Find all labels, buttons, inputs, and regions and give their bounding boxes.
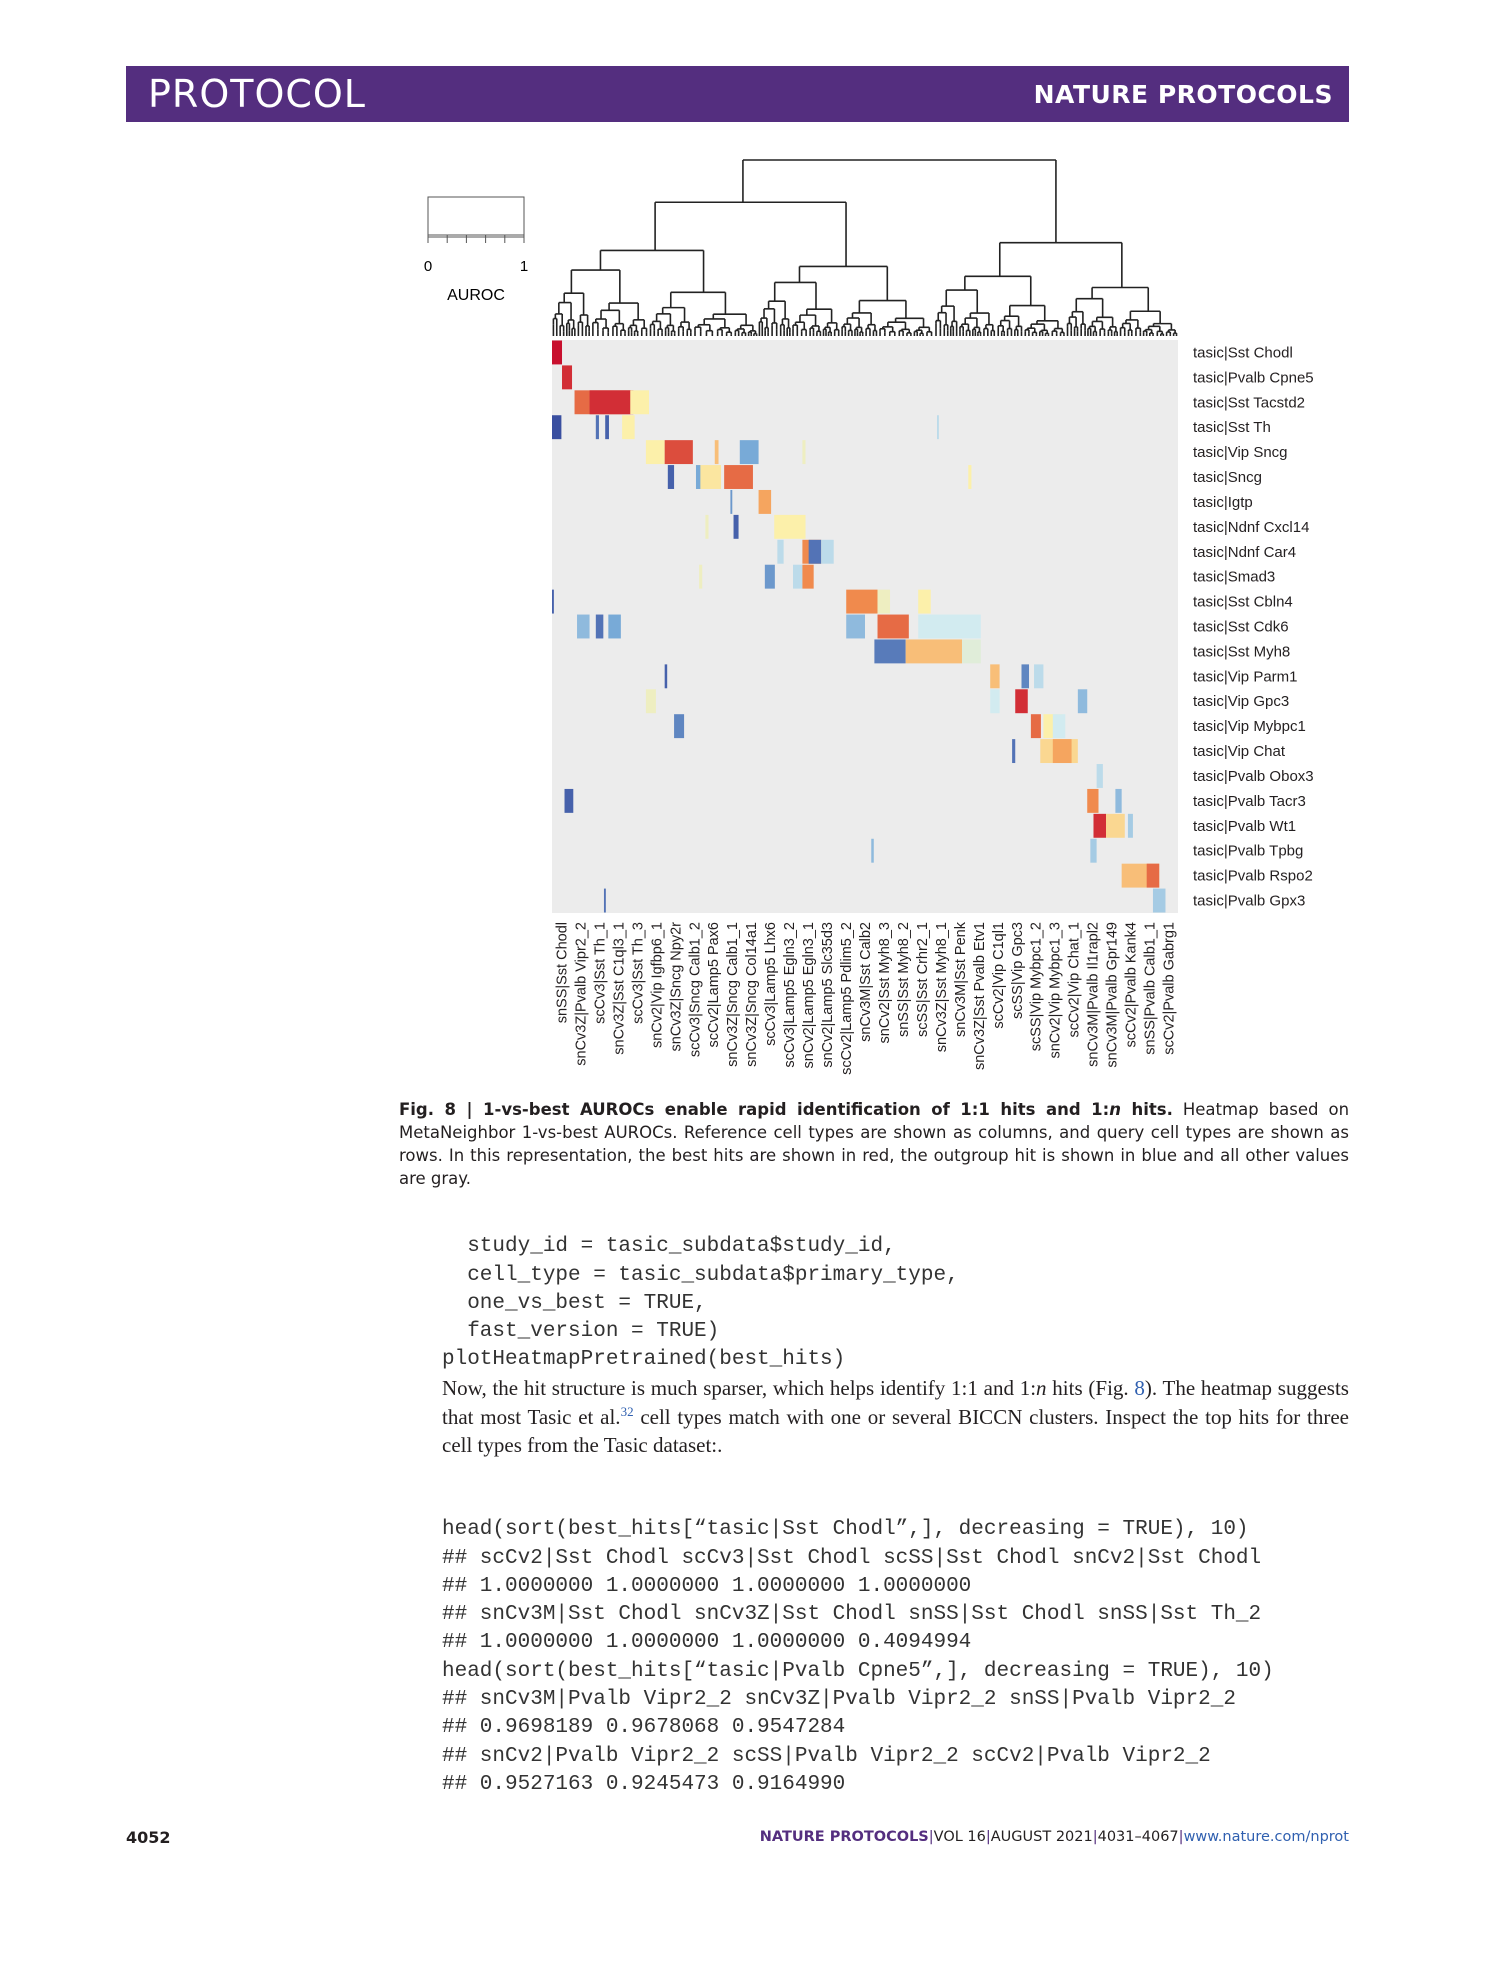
heatmap-cell [1128, 814, 1133, 838]
heatmap-cell [1115, 789, 1121, 813]
row-label: tasic|Ndnf Cxcl14 [1193, 518, 1310, 536]
column-label: snCv2|Vip Igfbp6_1 [649, 922, 666, 1049]
row-label: tasic|Igtp [1193, 493, 1253, 511]
row-label: tasic|Sst Cdk6 [1193, 618, 1289, 636]
row-label: tasic|Pvalb Tpbg [1193, 842, 1304, 860]
heatmap-cell [604, 889, 606, 913]
row-label: tasic|Pvalb Cpne5 [1193, 369, 1314, 387]
row-label: tasic|Vip Sncg [1193, 444, 1288, 462]
heatmap-cell [590, 390, 634, 414]
code-line: plotHeatmapPretrained(best_hits) [442, 1348, 846, 1372]
heatmap-cell [630, 390, 649, 414]
column-labels [554, 921, 1177, 1075]
code-line: ## snCv3M|Pvalb Vipr2_2 snCv3Z|Pvalb Vipr2_2 snSS|Pvalb Vipr2_2 [442, 1688, 1236, 1712]
column-label: snCv2|Vip Mybpc1_3 [1047, 922, 1064, 1059]
heatmap-cell [1097, 764, 1103, 788]
heatmap-cell [774, 515, 805, 539]
heatmap-cell [665, 664, 668, 688]
heatmap-cell [715, 440, 719, 464]
row-label: tasic|Sst Myh8 [1193, 643, 1291, 661]
heatmap-cell [705, 515, 708, 539]
row-label: tasic|Sst Tacstd2 [1193, 394, 1306, 412]
column-label: scCv3|Lamp5 Egln3_2 [782, 922, 799, 1068]
heatmap-cell [906, 639, 962, 663]
heatmap-cell [990, 664, 999, 688]
heatmap-cell [878, 615, 909, 639]
heatmap-cell [1012, 739, 1015, 763]
code-line: one_vs_best = TRUE, [442, 1291, 707, 1315]
row-label: tasic|Pvalb Rspo2 [1193, 867, 1313, 885]
column-label: snSS|Sst Myh8_2 [895, 922, 912, 1037]
heatmap-cell [1147, 864, 1160, 888]
journal-url[interactable]: www.nature.com/nprot [1183, 1829, 1349, 1845]
column-label: scSS|Vip Mybpc1_2 [1028, 922, 1045, 1052]
heatmap-cell [1093, 814, 1106, 838]
column-label: scSS|Vip Gpc3 [1009, 922, 1026, 1019]
heatmap-cell [696, 465, 700, 489]
column-label: scCv3|Lamp5 Lhx6 [763, 922, 780, 1046]
figure-link[interactable]: 8 [1134, 1376, 1145, 1400]
legend-label: AUROC [447, 287, 505, 304]
body-paragraph: Now, the hit structure is much sparser, which helps identify 1:1 and 1:n hits (Fig. 8). The heatmap suggests that most Tasic et al.$^{32}$ cell types match with one or several BICCN clusters. Inspect the top hits for three cell types from the Tasic dataset:. [442, 1376, 1349, 1457]
heatmap-cell [962, 639, 981, 663]
heatmap-cell [777, 540, 783, 564]
heatmap-cell [552, 590, 554, 614]
heatmap-cell [802, 565, 813, 589]
heatmap-cell [1015, 689, 1028, 713]
heatmap-cell [724, 465, 753, 489]
heatmap-cell [674, 714, 684, 738]
code-line: fast_version = TRUE) [442, 1320, 720, 1344]
column-label: scCv2|Vip C1ql1 [990, 921, 1007, 1029]
footer-journal: NATURE PROTOCOLS [759, 1829, 929, 1845]
code-line: ## 0.9698189 0.9678068 0.9547284 [442, 1716, 846, 1740]
legend-max: 1 [519, 258, 529, 275]
heatmap-cell [1053, 714, 1066, 738]
code-line: ## snCv2|Pvalb Vipr2_2 scSS|Pvalb Vipr2_2 scCv2|Pvalb Vipr2_2 [442, 1744, 1211, 1768]
figure-caption [399, 1098, 1349, 1190]
row-label: tasic|Vip Gpc3 [1193, 693, 1290, 711]
column-label: scCv2|Vip Chat_1 [1066, 922, 1083, 1038]
heatmap-cell [1087, 789, 1098, 813]
column-label: snCv3Z|Sncg Col14a1 [744, 922, 761, 1067]
column-label: snSS|Sst Chodl [554, 922, 571, 1024]
heatmap-cell [821, 540, 834, 564]
heatmap-cell [846, 590, 877, 614]
heatmap-cell [562, 365, 572, 389]
row-label: tasic|Pvalb Wt1 [1193, 817, 1297, 835]
row-label: tasic|Vip Parm1 [1193, 668, 1298, 686]
heatmap-cell [646, 689, 656, 713]
heatmap-cell [809, 540, 822, 564]
heatmap-cell [1031, 714, 1041, 738]
heatmap-cell [734, 515, 739, 539]
code-line: ## snCv3M|Sst Chodl snCv3Z|Sst Chodl snSS|Sst Chodl snSS|Sst Th_2 [442, 1603, 1262, 1627]
heatmap-cell [1022, 664, 1030, 688]
column-label: snCv3M|Sst Penk [952, 922, 969, 1037]
column-label: snSS|Pvalb Calb1_1 [1142, 922, 1159, 1055]
row-label: tasic|Sst Th [1193, 419, 1271, 437]
heatmap-cell [878, 590, 891, 614]
section-label: PROTOCOL [148, 72, 366, 116]
caption-text: Heatmap based on MetaNeighbor 1-vs-best AUROCs. Reference cell types are shown as columns, and query cell types are shown as rows. In this representation, the best hits are shown in red, the outgroup hit is shown in blue and all other values are gray. [399, 1100, 1350, 1188]
heatmap-cell [1090, 839, 1096, 863]
column-label: snCv2|Sst Myh8_3 [876, 922, 893, 1044]
column-label: snCv3M|Pvalb Il1rapl2 [1085, 922, 1102, 1067]
page-number: 4052 [126, 1828, 171, 1847]
row-label: tasic|Vip Chat [1193, 743, 1285, 761]
column-label: scCv3|Sst Th_1 [592, 922, 609, 1024]
heatmap-cell [552, 415, 561, 439]
heatmap-cell [577, 615, 590, 639]
heatmap-cell [871, 839, 874, 863]
code-line: head(sort(best_hits[“tasic|Pvalb Cpne5”,], decreasing = TRUE), 10) [442, 1659, 1274, 1683]
row-label: tasic|Pvalb Obox3 [1193, 767, 1314, 785]
heatmap-cell [759, 490, 772, 514]
column-label: snCv2|Lamp5 Egln3_1 [801, 922, 818, 1069]
auroc-legend [424, 197, 528, 304]
row-label: tasic|Vip Mybpc1 [1193, 718, 1306, 736]
heatmap-cell [646, 440, 665, 464]
legend-ticks [428, 235, 524, 243]
heatmap-cell [596, 415, 599, 439]
legend-min: 0 [423, 258, 433, 275]
reference-link[interactable]: 32 [620, 1403, 634, 1419]
row-label: tasic|Pvalb Gpx3 [1193, 892, 1306, 910]
column-label: scCv2|Lamp5 Pdlim5_2 [839, 922, 856, 1075]
column-label: snCv3Z|Pvalb Vipr2_2 [573, 922, 590, 1066]
row-label: tasic|Ndnf Car4 [1193, 543, 1297, 561]
column-label: snCv3Z|Sncg Calb1_1 [725, 922, 742, 1067]
heatmap-cell [802, 440, 805, 464]
column-label: scCv3|Sncg Calb1_2 [687, 922, 704, 1058]
column-label: scCv2|Lamp5 Pax6 [706, 922, 723, 1048]
column-label: snCv3M|Sst Calb2 [858, 922, 874, 1042]
heatmap-cell [740, 440, 759, 464]
row-label: tasic|Sst Cbln4 [1193, 593, 1293, 611]
heatmap-cell [665, 440, 693, 464]
heatmap-cell [918, 615, 981, 639]
footer-citation: NATURE PROTOCOLS|VOL 16|AUGUST 2021|4031–4067|www.nature.com/nprot [759, 1829, 1349, 1845]
heatmap-cell [918, 590, 931, 614]
column-label: snCv3Z|Sst Pvalb Etv1 [971, 921, 988, 1071]
code-line: cell_type = tasic_subdata$primary_type, [442, 1263, 959, 1287]
code-line: ## 0.9527163 0.9245473 0.9164990 [442, 1772, 846, 1796]
heatmap-cell [552, 341, 562, 365]
heatmap-cell [937, 415, 939, 439]
heatmap-cell [622, 415, 635, 439]
heatmap-cell [668, 465, 674, 489]
column-label: snCv3Z|Sst Myh8_1 [933, 922, 950, 1053]
code-line: study_id = tasic_subdata$study_id, [442, 1235, 896, 1259]
row-label: tasic|Sst Chodl [1193, 344, 1293, 362]
heatmap-cell [596, 615, 604, 639]
code-line: ## scCv2|Sst Chodl scCv3|Sst Chodl scSS|Sst Chodl snCv2|Sst Chodl [442, 1546, 1262, 1570]
heatmap-cell [565, 789, 574, 813]
heatmap-cell [765, 565, 775, 589]
caption-label: Fig. 8 | 1-vs-best AUROCs enable rapid identification of 1:1 hits and 1:n hits. [399, 1100, 1173, 1119]
row-labels [1193, 344, 1314, 909]
legend-box [428, 197, 524, 237]
code-line: ## 1.0000000 1.0000000 1.0000000 0.4094994 [442, 1631, 972, 1655]
heatmap-cell [699, 565, 702, 589]
column-label: snCv2|Lamp5 Slc35d3 [820, 922, 837, 1068]
code-line: head(sort(best_hits[“tasic|Sst Chodl”,], decreasing = TRUE), 10) [442, 1518, 1249, 1542]
column-label: snCv3Z|Sst C1ql3_1 [611, 922, 628, 1055]
heatmap-cell [874, 639, 905, 663]
column-label: snCv3Z|Sncg Npy2r [668, 922, 685, 1052]
heatmap-cell [1053, 739, 1072, 763]
heatmap-cell [990, 689, 999, 713]
heatmap-cell [793, 565, 802, 589]
column-label: snCv3M|Pvalb Gpr149 [1104, 922, 1121, 1068]
heatmap-cell [730, 490, 732, 514]
row-label: tasic|Pvalb Tacr3 [1193, 792, 1306, 810]
heatmap-cell [1106, 814, 1125, 838]
row-label: tasic|Sncg [1193, 469, 1262, 487]
heatmap-cell [605, 415, 609, 439]
heatmap-cell [1153, 889, 1166, 913]
heatmap-cell [1078, 689, 1087, 713]
heatmap-cell [1034, 664, 1043, 688]
column-label: scCv3|Sst Th_3 [630, 922, 647, 1024]
heatmap-cell [846, 615, 865, 639]
column-label: scCv2|Pvalb Gabrg1 [1161, 922, 1178, 1055]
column-label: scSS|Sst Crhr2_1 [914, 922, 931, 1037]
heatmap-cell [608, 615, 621, 639]
code-line: ## 1.0000000 1.0000000 1.0000000 1.0000000 [442, 1574, 972, 1598]
dendrogram [553, 160, 1176, 336]
row-label: tasic|Smad3 [1193, 568, 1276, 586]
journal-name: NATURE PROTOCOLS [1033, 80, 1333, 109]
heatmap-cell [968, 465, 971, 489]
code-block-2 [442, 1488, 1274, 1828]
column-label: scCv2|Pvalb Kank4 [1123, 922, 1140, 1048]
